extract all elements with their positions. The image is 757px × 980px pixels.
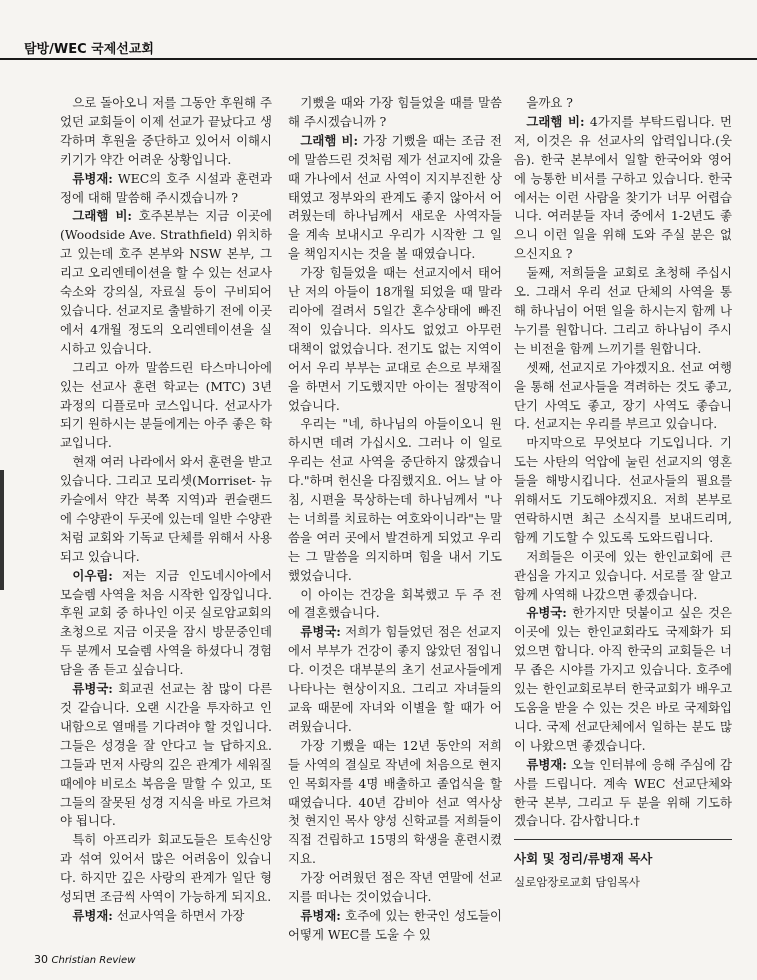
- paragraph: [288, 869, 502, 907]
- paragraph-text: 둘째, 저희들을 교회로 초청해 주십시오. 그래서 우리 선교 단체의 사역을 통해 하나님이 어떤 일을 하시는지 함께 나누기를 원합니다. 그리고 하나님이 주시는 비전을 함께 느끼기를 원합니다.: [514, 265, 732, 356]
- speaker-label: 그래햄 비:: [526, 113, 585, 129]
- paragraph-text: 가장 기뻤을 때는 12년 동안의 저희들 사역의 결실로 작년에 처음으로 현지인 목회자를 4명 배출하고 졸업식을 할 때였습니다. 40년 감비아 선교 역사상 첫 현지인 목사 양성 신학교를 저희들이 직접 건립하고 15명의 학생을 훈련시켰지요.: [288, 737, 502, 867]
- page-edge-mark: [0, 470, 4, 590]
- paragraph-text: 특히 아프리카 회교도들은 토속신앙과 섞여 있어서 많은 어려움이 있습니다. 하지만 깊은 사랑의 관계가 일단 형성되면 조금씩 사역이 가능하게 되지요.: [60, 832, 272, 905]
- speaker-label: 류병국:: [300, 624, 341, 640]
- speaker-label: 류병재:: [300, 907, 341, 923]
- paragraph-text: 기뻤을 때와 가장 힘들었을 때를 말씀해 주시겠습니까 ?: [288, 95, 502, 129]
- paragraph: [60, 94, 272, 170]
- paragraph-text: 우리는 "네, 하나님의 아들이오니 원하시면 데려 가십시오. 그러나 이 일로 우리는 선교 사역을 중단하지 않겠습니다."하며 헌신을 다짐했지요. 어느 날 아침, 시편을 묵상하는데 하나님께서 "나는 너희를 치료하는 여호와이니라"는 말씀을 여러 곳에서 발견하게 되었고 우리는 그 말씀을 의지하며 힘을 내서 기도했었습니다.: [288, 416, 502, 583]
- paragraph: [514, 113, 732, 264]
- paragraph-text: 가장 기뻤을 때는 조금 전에 말씀드린 것처럼 제가 선교지에 갔을 때 가나에서 선교 사역이 지지부진한 상태였고 정부와의 관계도 좋지 않아서 어려웠는데 하나님께서 새로운 사역자들을 계속 보내시고 우리가 시작한 그 일을 책임지시는 것을 볼 때였습니다.: [288, 132, 503, 262]
- paragraph: [514, 359, 732, 435]
- credit-title: 사회 및 정리/류병재 목사: [514, 851, 653, 867]
- page-folio: [34, 953, 135, 966]
- paragraph: [288, 907, 502, 945]
- paragraph-text: 4가지를 부탁드립니다. 먼저, 이것은 유 선교사의 압력입니다.(웃음). 한국 본부에서 일할 한국어와 영어에 능통한 비서를 구하고 있습니다. 한국에서는 이런 사람을 찾기가 너무 어렵습니다. 여러분들 자녀 중에서 1-2년도 좋으니 이런 일을 위해 도와 주실 분은 없으신지요 ?: [514, 113, 732, 262]
- paragraph-text: 선교사역을 하면서 가장: [112, 907, 245, 923]
- paragraph: [60, 170, 272, 208]
- page-number: 30: [34, 953, 48, 966]
- paragraph: [60, 831, 272, 907]
- magazine-name: Christian Review: [51, 955, 136, 966]
- paragraph: [60, 567, 272, 680]
- paragraph-text: 저는 지금 인도네시아에서 모슬렘 사역을 처음 시작한 입장입니다. 후원 교회 중 하나인 이곳 실로암교회의 초청으로 지금 이곳을 잠시 방문중인데 두 분께서 모슬렘 사역을 하셨다니 경험담을 좀 듣고 싶습니다.: [60, 567, 272, 678]
- speaker-label: 류병재:: [526, 756, 567, 772]
- paragraph-text: 그리고 아까 말씀드린 타스마니아에 있는 선교사 훈련 학교는 (MTC) 3년 과정의 디플로마 코스입니다. 선교사가 되기 원하시는 분들에게는 아주 좋은 학교입니다.: [60, 359, 272, 451]
- paragraph-text: 으로 돌아오니 저를 그동안 후원해 주었던 교회들이 이제 선교가 끝났다고 생각하며 후원을 중단하고 있어서 이해시키기가 약간 어려운 상황입니다.: [60, 95, 272, 167]
- paragraph: [60, 907, 272, 926]
- paragraph: [514, 94, 732, 113]
- paragraph: [288, 94, 502, 132]
- paragraph: [60, 453, 272, 566]
- paragraph: [288, 132, 502, 264]
- paragraph-text: 저희가 힘들었던 점은 선교지에서 부부가 건강이 좋지 않았던 점입니다. 이것은 대부분의 초기 선교사들에게 나타나는 현상이지요. 그리고 자녀들의 교육 때문에 자녀와 이별을 할 때가 어려웠습니다.: [288, 624, 502, 734]
- speaker-label: 그래햄 비:: [300, 132, 359, 148]
- paragraph: [514, 548, 732, 605]
- column-2: [288, 94, 502, 945]
- paragraph-text: 호주본부는 지금 이곳에(Woodside Ave. Strathfield) 위치하고 있는데 호주 본부와 NSW 본부, 그리고 오리엔테이션을 할 수 있는 선교사 숙소와 강의실, 자료실 등이 구비되어 있습니다. 선교지로 출발하기 전에 이곳에서 4개월 정도의 오리엔테이션을 실시하고 있습니다.: [60, 208, 273, 356]
- paragraph: [288, 737, 502, 869]
- paragraph-text: 한가지만 덧붙이고 싶은 것은 이곳에 있는 한인교회라도 국제화가 되었으면 합니다. 아직 한국의 교회들은 너무 좁은 시야를 가지고 있습니다. 호주에 있는 한인교회로부터 한국교회가 배우고 도움을 받을 수 있는 것은 바로 국제화입니다. 국제 선교단체에서 일하는 분도 많이 나왔으면 좋겠습니다.: [514, 605, 732, 753]
- column-3-body: [514, 94, 732, 831]
- paragraph: [514, 756, 732, 832]
- paragraph: [60, 359, 272, 454]
- section-tag: 탐방/WEC 국제선교회: [24, 42, 154, 57]
- paragraph-text: 호주에 있는 한국인 성도들이 어떻게 WEC를 도울 수 있: [288, 907, 502, 942]
- paragraph-text: 가장 어려웠던 점은 작년 연말에 선교지를 떠나는 것이었습니다.: [288, 870, 502, 905]
- paragraph-text: 을까요 ?: [526, 95, 573, 110]
- paragraph-text: WEC의 호주 시설과 훈련과정에 대해 말씀해 주시겠습니까 ?: [60, 170, 272, 205]
- paragraph-text: 회교권 선교는 참 많이 다른 것 같습니다. 오랜 시간을 투자하고 인내함으로 열매를 기다려야 할 것입니다. 그들은 성경을 잘 안다고 늘 답하지요. 그들과 먼저 사랑의 깊은 관계가 세워질 때에야 비로소 복음을 말할 수 있고, 또 그들의 잘못된 성경 지식을 바로 가르쳐야 됩니다.: [60, 681, 272, 829]
- speaker-label: 이우림:: [72, 567, 113, 583]
- speaker-label: 류병국:: [72, 681, 113, 697]
- paragraph-text: 이 아이는 건강을 회복했고 두 주 전에 결혼했습니다.: [288, 586, 502, 621]
- paragraph: [514, 434, 732, 547]
- credit-subtitle: 실로암장로교회 담임목사: [514, 875, 640, 890]
- column-3: [514, 94, 732, 892]
- paragraph: [288, 264, 502, 415]
- speaker-label: 유병국:: [526, 605, 567, 621]
- paragraph: [514, 604, 732, 755]
- paragraph-text: 셋째, 선교지로 가야겠지요. 선교 여행을 통해 선교사들을 격려하는 것도 좋고, 단기 사역도 좋고, 장기 사역도 좋습니다. 선교지는 우리를 부르고 있습니다.: [514, 359, 732, 432]
- column-1: [60, 94, 272, 926]
- speaker-label: 류병재:: [72, 907, 113, 923]
- paragraph: [60, 207, 272, 358]
- paragraph-text: 가장 힘들었을 때는 선교지에서 태어 난 저의 아들이 18개월 되었을 때 말라리아에 걸려서 5일간 혼수상태에 빠진 적이 있습니다. 의사도 없었고 아무런 대책이 없었습니다. 전기도 없는 지역이어서 우리 부부는 교대로 손으로 부채질을 하면서 기도했지만 아이는 절망적이었습니다.: [288, 265, 502, 413]
- paragraph: [288, 623, 502, 736]
- header-rule: [0, 58, 757, 60]
- paragraph: [514, 264, 732, 359]
- paragraph: [60, 680, 272, 831]
- paragraph-text: 오늘 인터뷰에 응해 주심에 감사를 드립니다. 계속 WEC 선교단체와 한국 본부, 그리고 두 분을 위해 기도하겠습니다. 감사합니다.†: [514, 756, 732, 829]
- speaker-label: 그래햄 비:: [72, 208, 132, 224]
- paragraph-text: 마지막으로 무엇보다 기도입니다. 기도는 사탄의 억압에 눌린 선교지의 영혼들을 해방시킵니다. 선교사들의 필요를 위해서도 기도해야겠지요. 저희 본부로 연락하시면 최근 소식지를 보내드리며, 함께 기도할 수 있도록 도와드립니다.: [514, 435, 732, 545]
- paragraph-text: 저희들은 이곳에 있는 한인교회에 큰 관심을 가지고 있습니다. 서로를 잘 알고 함께 사역해 나갔으면 좋겠습니다.: [514, 548, 732, 602]
- speaker-label: 류병재:: [72, 170, 113, 186]
- paragraph: [288, 586, 502, 624]
- credit-divider: [514, 839, 732, 840]
- paragraph: [288, 415, 502, 585]
- paragraph-text: 현재 여러 나라에서 와서 훈련을 받고 있습니다. 그리고 모리셋(Morriset- 뉴카슬에서 약간 북쪽 지역)과 퀸슬랜드에 수양관이 두곳에 있는데 일반 수양관처럼 교회와 기독교 단체를 위해서 사용되고 있습니다.: [60, 454, 272, 564]
